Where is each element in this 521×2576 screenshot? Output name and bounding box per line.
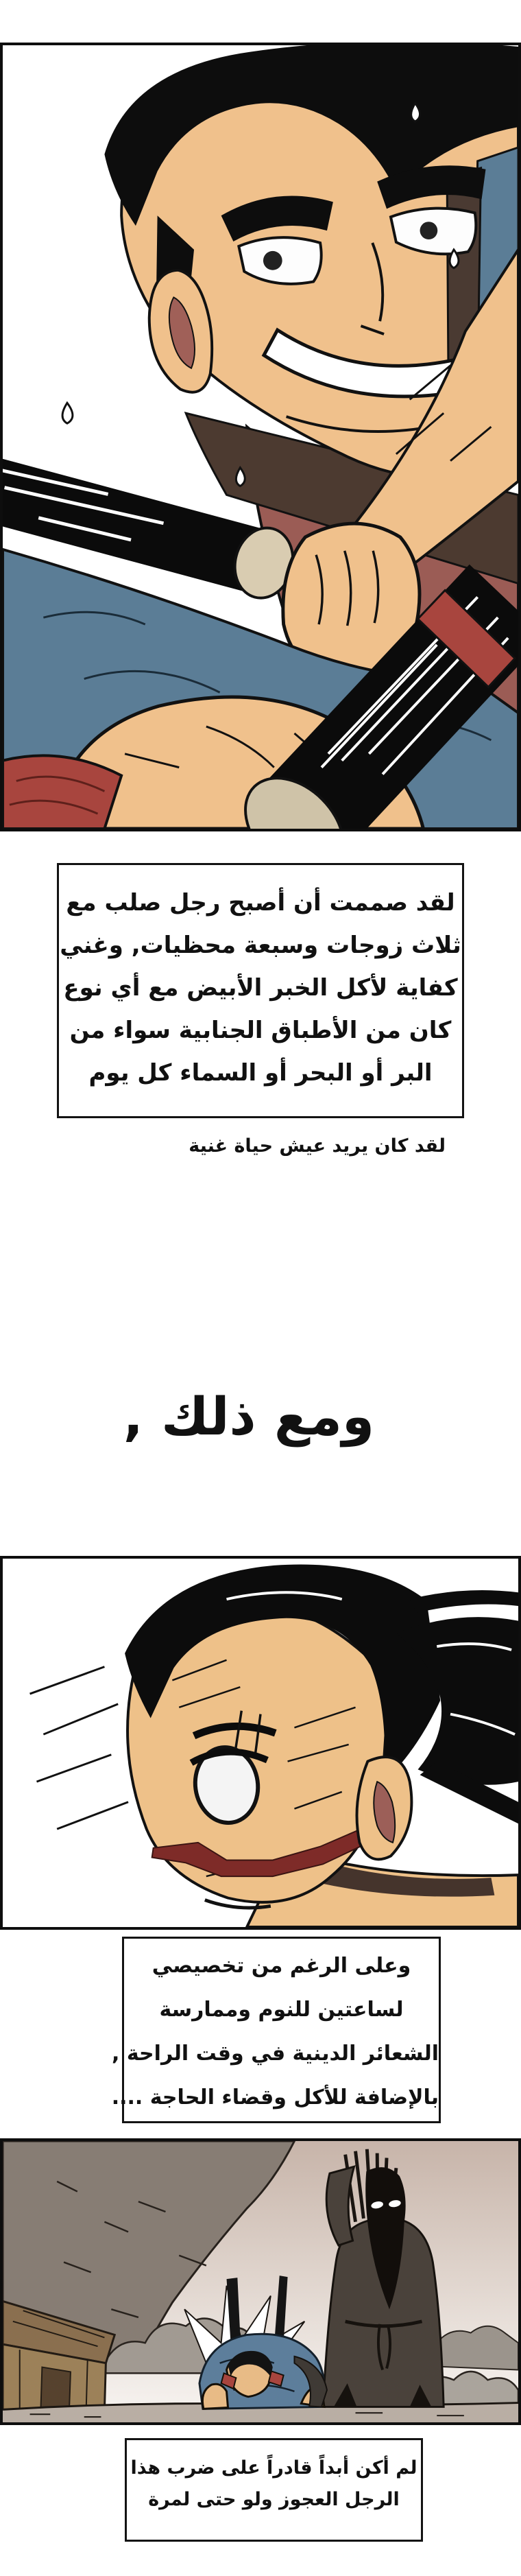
speech-box-3 xyxy=(125,2438,423,2542)
speech-line: لم أكن أبداً قادراً على ضرب هذا xyxy=(130,2457,417,2479)
speech-line: كان من الأطباق الجنابية سواء من xyxy=(69,1017,452,1044)
speech-box-1 xyxy=(57,863,464,1118)
panel-3 xyxy=(0,2138,521,2425)
speech-line: البر أو البحر أو السماء كل يوم xyxy=(88,1059,433,1087)
panel-1-artwork xyxy=(3,45,518,829)
hut-door xyxy=(40,2367,71,2411)
arm xyxy=(202,2384,228,2409)
narration-caption: لقد كان يريد عيش حياة غنية xyxy=(189,1135,446,1157)
panel-2-artwork xyxy=(3,1559,518,1927)
speech-line: بالإضافة للأكل وقضاء الحاجة .... xyxy=(111,2085,439,2110)
speech-line: الشعائر الدينية في وقت الراحة , xyxy=(112,2042,439,2066)
speech-line: لقد صممت أن أصبح رجل صلب مع xyxy=(66,889,455,917)
speech-line: ثلاث زوجات وسبعة محظيات, وغني xyxy=(60,932,461,959)
red-wrap xyxy=(3,755,121,829)
speech-line: الرجل العجوز ولو حتى لمرة xyxy=(148,2489,400,2510)
speech-box-2 xyxy=(111,1937,441,2123)
panel-3-artwork xyxy=(3,2141,518,2422)
speech-line: لساعتين للنوم وممارسة xyxy=(159,1998,404,2022)
speech-line: وعلى الرغم من تخصيصي xyxy=(152,1954,411,1978)
speech-line: كفاية لأكل الخبر الأبيض مع أي نوع xyxy=(63,974,458,1002)
interlude-text: ومع ذلك , xyxy=(123,1386,375,1447)
panel-1 xyxy=(0,43,521,831)
panel-2 xyxy=(0,1556,521,1930)
